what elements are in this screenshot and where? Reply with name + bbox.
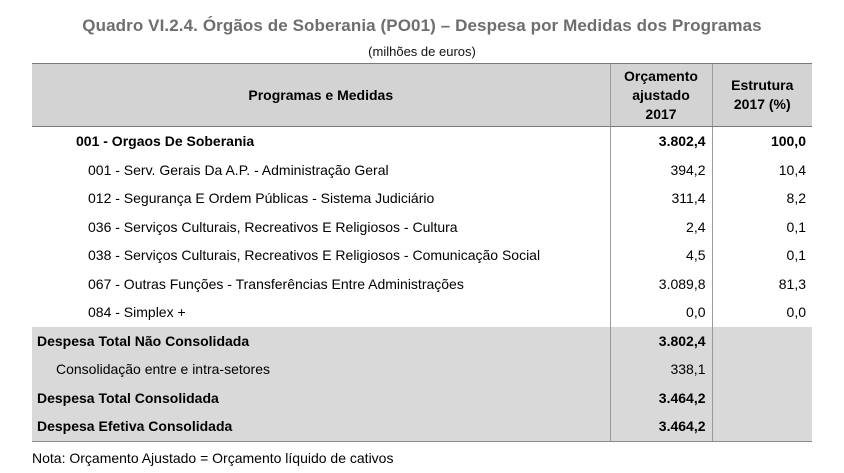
consolidation-structure-empty [712, 355, 812, 384]
measure-label: 067 - Outras Funções - Transferências Entre Administrações [88, 275, 464, 292]
header-adjusted-budget [610, 64, 712, 127]
header-budget-line1: Orçamento [624, 67, 698, 84]
expense-table [32, 63, 812, 442]
measure-row [32, 184, 812, 213]
measure-budget: 4,5 [610, 241, 712, 270]
program-budget: 3.802,4 [610, 127, 712, 156]
measure-budget: 394,2 [610, 156, 712, 185]
measure-budget: 3.089,8 [610, 270, 712, 299]
consolidation-label: Consolidação entre e intra-setores [32, 355, 610, 384]
total-row [32, 412, 812, 441]
table-title: Quadro VI.2.4. Órgãos de Soberania (PO01) – Despesa por Medidas dos Programas [82, 16, 762, 35]
consolidation-budget: 338,1 [610, 355, 712, 384]
measure-structure: 81,3 [712, 270, 812, 299]
program-structure: 100,0 [712, 127, 812, 156]
consolidation-row [32, 355, 812, 384]
measure-structure: 8,2 [712, 184, 812, 213]
measure-structure: 10,4 [712, 156, 812, 185]
total-structure-empty [712, 327, 812, 356]
table-units: (milhões de euros) [368, 44, 476, 59]
measure-label: 001 - Serv. Gerais Da A.P. - Administração Geral [88, 161, 389, 178]
measure-row [32, 213, 812, 242]
measure-row [32, 270, 812, 299]
header-budget-line2: ajustado [632, 86, 690, 103]
total-label: Despesa Efetiva Consolidada [32, 412, 610, 441]
measure-structure: 0,0 [712, 298, 812, 327]
measure-label: 012 - Segurança E Ordem Públicas - Sistema Judiciário [88, 190, 435, 207]
measure-structure: 0,1 [712, 213, 812, 242]
measure-budget: 0,0 [610, 298, 712, 327]
header-programs-measures: Programas e Medidas [32, 64, 610, 127]
total-structure-empty [712, 384, 812, 413]
total-label: Despesa Total Não Consolidada [32, 327, 610, 356]
measure-label: 038 - Serviços Culturais, Recreativos E Religiosos - Comunicação Social [88, 247, 541, 264]
total-row [32, 327, 812, 356]
measure-label: 036 - Serviços Culturais, Recreativos E Religiosos - Cultura [88, 218, 458, 235]
header-structure-line2: 2017 (%) [733, 96, 791, 112]
total-budget: 3.464,2 [610, 384, 712, 413]
measure-structure: 0,1 [712, 241, 812, 270]
measure-budget: 2,4 [610, 213, 712, 242]
header-structure [712, 64, 812, 127]
program-label: 001 - Orgaos De Soberania [76, 133, 255, 150]
measure-row [32, 298, 812, 327]
measure-label: 084 - Simplex + [88, 304, 186, 321]
program-row [32, 127, 812, 156]
measure-row [32, 156, 812, 185]
header-row [32, 64, 812, 127]
measure-budget: 311,4 [610, 184, 712, 213]
total-budget: 3.464,2 [610, 412, 712, 441]
total-label: Despesa Total Consolidada [32, 384, 610, 413]
footnote: Nota: Orçamento Ajustado = Orçamento líquido de cativos [32, 450, 394, 466]
total-structure-empty [712, 412, 812, 441]
measure-row [32, 241, 812, 270]
total-budget: 3.802,4 [610, 327, 712, 356]
header-budget-line3: 2017 [645, 105, 677, 122]
header-structure-line1: Estrutura [731, 77, 794, 93]
total-row [32, 384, 812, 413]
